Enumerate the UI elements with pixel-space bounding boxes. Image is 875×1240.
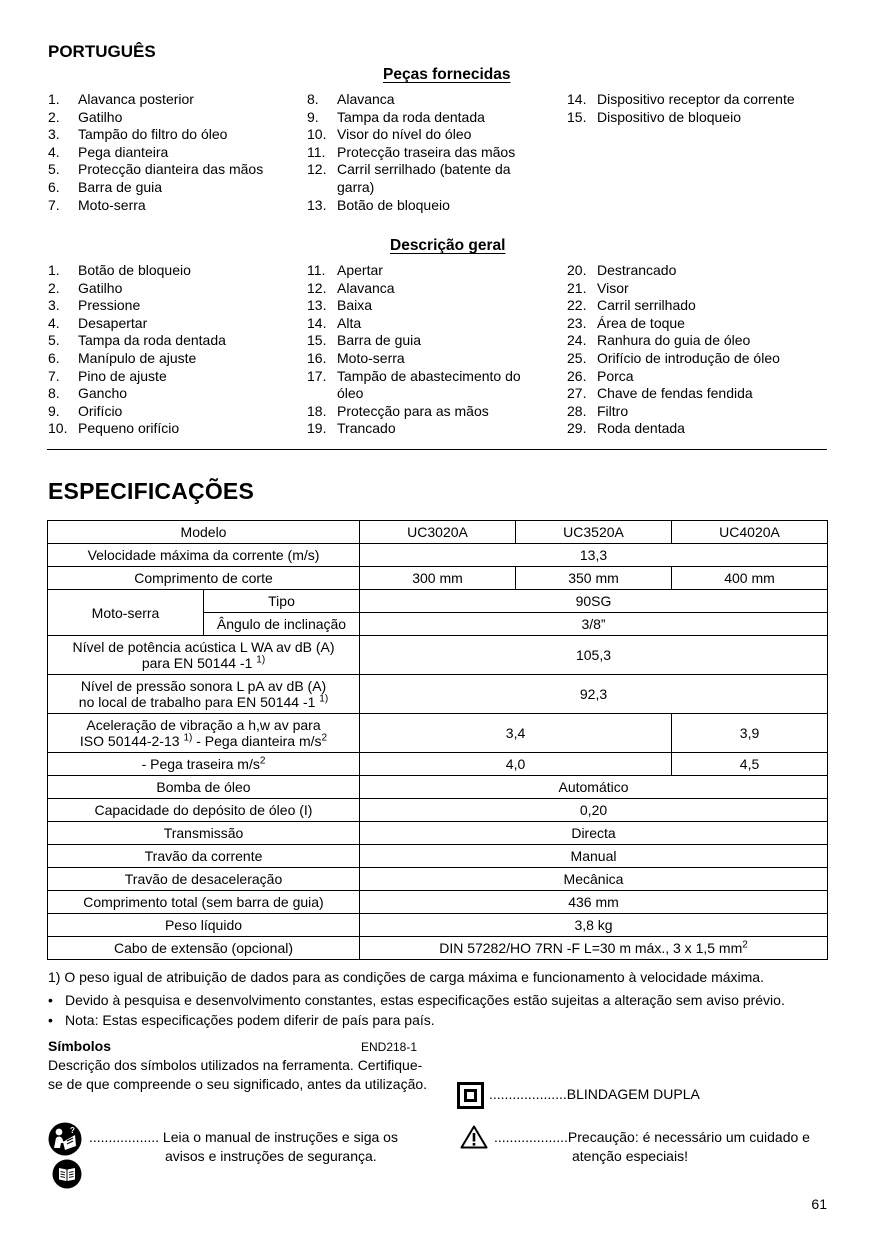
list-item-number: 20. bbox=[567, 262, 587, 278]
bullet-item bbox=[48, 1012, 828, 1030]
list-item-number: 13. bbox=[307, 196, 327, 213]
list-item bbox=[48, 280, 298, 298]
table-row bbox=[48, 914, 828, 937]
decel-brake-label: Travão de desaceleração bbox=[48, 868, 360, 891]
table-row bbox=[48, 822, 828, 845]
list-item bbox=[48, 420, 298, 438]
list-item bbox=[567, 91, 827, 109]
sound-power-line1: Nível de potência acústica L WA av dB (A) bbox=[72, 639, 335, 655]
list-item bbox=[567, 385, 827, 403]
list-item-number: 7. bbox=[48, 196, 60, 213]
pitch-value: 3/8” bbox=[360, 613, 828, 636]
warning-triangle-icon bbox=[460, 1125, 488, 1149]
list-item bbox=[567, 109, 827, 127]
list-item-number: 2. bbox=[48, 279, 60, 296]
list-item-text: Alavanca bbox=[337, 91, 395, 107]
list-item-text: Gancho bbox=[78, 385, 128, 402]
cut-length-cell: 350 mm bbox=[516, 567, 672, 590]
leader-dots: .................... bbox=[489, 1086, 567, 1102]
list-item-text: Visor bbox=[597, 279, 629, 296]
list-item bbox=[48, 332, 298, 350]
list-item-number: 6. bbox=[48, 178, 60, 195]
leader-dots: .................. bbox=[89, 1129, 160, 1145]
list-item-number: 9. bbox=[307, 108, 319, 125]
vibration-front-line2a: ISO 50144-2-13 bbox=[79, 733, 180, 749]
list-item-number: 14. bbox=[307, 314, 327, 331]
list-item bbox=[48, 368, 298, 386]
list-item-text: Orifício bbox=[78, 402, 123, 419]
list-item-number: 25. bbox=[567, 349, 587, 366]
vibration-rear-label bbox=[48, 753, 360, 776]
list-item bbox=[307, 403, 537, 421]
list-item-number: 10. bbox=[307, 126, 327, 143]
double-insulation-text bbox=[489, 1085, 700, 1104]
total-length-value: 436 mm bbox=[360, 891, 828, 914]
list-item-number: 28. bbox=[567, 402, 587, 419]
list-item-number: 27. bbox=[567, 385, 587, 402]
unit-superscript: 2 bbox=[259, 755, 266, 767]
extension-cable-text: DIN 57282/HO 7RN -F L=30 m máx., 3 x 1,5 mm bbox=[439, 940, 743, 956]
net-weight-label: Peso líquido bbox=[48, 914, 360, 937]
list-item-number: 11. bbox=[307, 262, 326, 278]
specifications-table bbox=[47, 520, 828, 960]
bullet-dot: • bbox=[48, 1012, 53, 1028]
language-heading: PORTUGUÊS bbox=[48, 42, 156, 61]
table-row bbox=[48, 799, 828, 822]
sound-power-value: 105,3 bbox=[360, 636, 828, 675]
model-cell: UC3020A bbox=[360, 521, 516, 544]
list-item bbox=[307, 197, 537, 215]
list-item-text: Roda dentada bbox=[597, 420, 685, 437]
table-row bbox=[48, 544, 828, 567]
vibration-front-value-a: 3,4 bbox=[360, 714, 672, 753]
list-item bbox=[307, 297, 537, 315]
double-insulation-label: BLINDAGEM DUPLA bbox=[566, 1086, 700, 1102]
list-item-text: Barra de guia bbox=[337, 332, 422, 349]
double-insulation-icon bbox=[457, 1082, 484, 1109]
oil-tank-label: Capacidade do depósito de óleo (I) bbox=[48, 799, 360, 822]
table-row bbox=[48, 636, 828, 675]
list-item-text: Carril serrilhado (batente da garra) bbox=[337, 161, 511, 195]
list-item-number: 15. bbox=[307, 332, 327, 349]
symbols-description: Descrição dos símbolos utilizados na ferramenta. Certifique-se de que compreende o seu significado, antes da utilização. bbox=[48, 1057, 428, 1092]
table-row bbox=[48, 590, 828, 613]
list-item bbox=[307, 91, 537, 109]
list-item-text: Chave de fendas fendida bbox=[597, 385, 753, 402]
chain-speed-label: Velocidade máxima da corrente (m/s) bbox=[48, 544, 360, 567]
list-item-number: 1. bbox=[48, 262, 60, 278]
section-divider bbox=[47, 449, 827, 450]
read-manual-line2: avisos e instruções de segurança. bbox=[165, 1148, 377, 1164]
chain-speed-value: 13,3 bbox=[360, 544, 828, 567]
table-row bbox=[48, 776, 828, 799]
type-value: 90SG bbox=[360, 590, 828, 613]
transmission-value: Directa bbox=[360, 822, 828, 845]
bullet-dot: • bbox=[48, 992, 53, 1008]
footnote-ref: 1) bbox=[183, 732, 193, 744]
list-item-number: 17. bbox=[307, 367, 327, 384]
list-item bbox=[567, 315, 827, 333]
list-item-text: Botão de bloqueio bbox=[337, 196, 450, 213]
parts-list-col3 bbox=[567, 91, 827, 126]
list-item-number: 3. bbox=[48, 126, 60, 143]
list-item-text: Dispositivo receptor da corrente bbox=[597, 91, 795, 107]
list-item bbox=[567, 403, 827, 421]
list-item-text: Manípulo de ajuste bbox=[78, 349, 197, 366]
model-label: Modelo bbox=[48, 521, 360, 544]
parts-supplied-heading: Peças fornecidas bbox=[383, 66, 511, 83]
unit-superscript: 2 bbox=[742, 939, 748, 951]
sound-pressure-line1: Nível de pressão sonora L pA av dB (A) bbox=[80, 678, 327, 694]
list-item bbox=[307, 144, 537, 162]
list-item-text: Moto-serra bbox=[337, 349, 405, 366]
cut-length-cell: 400 mm bbox=[672, 567, 828, 590]
list-item-text: Tampa da roda dentada bbox=[78, 332, 226, 349]
read-manual-line1: Leia o manual de instruções e siga os bbox=[162, 1129, 398, 1145]
parts-list-col1 bbox=[48, 91, 298, 214]
oil-pump-label: Bomba de óleo bbox=[48, 776, 360, 799]
bullet-text: Nota: Estas especificações podem diferir de país para país. bbox=[65, 1012, 435, 1028]
caution-text bbox=[494, 1128, 810, 1147]
list-item bbox=[48, 385, 298, 403]
list-item-text: Protecção dianteira das mãos bbox=[78, 161, 264, 178]
list-item-number: 7. bbox=[48, 367, 60, 384]
list-item-text: Gatilho bbox=[78, 279, 123, 296]
list-item-text: Visor do nível do óleo bbox=[337, 126, 472, 143]
list-item bbox=[567, 297, 827, 315]
symbols-heading: Símbolos bbox=[48, 1038, 112, 1054]
list-item-number: 15. bbox=[567, 108, 587, 125]
list-item bbox=[567, 420, 827, 438]
sound-power-label bbox=[48, 636, 360, 675]
list-item bbox=[567, 280, 827, 298]
list-item-number: 12. bbox=[307, 161, 327, 178]
list-item bbox=[307, 420, 537, 438]
list-item bbox=[48, 109, 298, 127]
table-row bbox=[48, 714, 828, 753]
caution-line2: atenção especiais! bbox=[572, 1148, 688, 1164]
vibration-front-line1: Aceleração de vibração a h,w av para bbox=[86, 717, 321, 733]
list-item bbox=[48, 262, 298, 280]
list-item-number: 4. bbox=[48, 143, 60, 160]
read-manual-text bbox=[89, 1128, 398, 1147]
chain-brake-value: Manual bbox=[360, 845, 828, 868]
list-item bbox=[307, 161, 537, 196]
list-item-text: Tampão do filtro do óleo bbox=[78, 126, 228, 143]
list-item-number: 21. bbox=[567, 279, 587, 296]
list-item-number: 5. bbox=[48, 161, 60, 178]
list-item-text: Gatilho bbox=[78, 108, 123, 125]
list-item-text: Pega dianteira bbox=[78, 143, 169, 160]
table-row bbox=[48, 845, 828, 868]
oil-pump-value: Automático bbox=[360, 776, 828, 799]
list-item-number: 8. bbox=[48, 385, 60, 402]
list-item bbox=[307, 109, 537, 127]
list-item-number: 29. bbox=[567, 420, 587, 437]
vibration-front-label bbox=[48, 714, 360, 753]
read-manual-icon bbox=[48, 1122, 82, 1156]
list-item-text: Alta bbox=[337, 314, 362, 331]
book-icon bbox=[52, 1159, 82, 1189]
list-item bbox=[307, 262, 537, 280]
list-item bbox=[567, 368, 827, 386]
transmission-label: Transmissão bbox=[48, 822, 360, 845]
footnote: 1) O peso igual de atribuição de dados para as condições de carga máxima e funcionamento à velocidade máxima. bbox=[48, 969, 764, 985]
list-item bbox=[48, 297, 298, 315]
list-item bbox=[48, 315, 298, 333]
list-item-text: Pino de ajuste bbox=[78, 367, 167, 384]
sound-power-line2: para EN 50144 -1 bbox=[141, 655, 253, 671]
list-item-text: Dispositivo de bloqueio bbox=[597, 108, 741, 125]
list-item-text: Carril serrilhado bbox=[597, 297, 696, 314]
model-cell: UC3520A bbox=[516, 521, 672, 544]
vibration-rear-value-b: 4,5 bbox=[672, 753, 828, 776]
table-row bbox=[48, 937, 828, 960]
model-cell: UC4020A bbox=[672, 521, 828, 544]
list-item-number: 22. bbox=[567, 297, 587, 314]
list-item-text: Destrancado bbox=[597, 262, 677, 278]
extension-cable-value bbox=[360, 937, 828, 960]
list-item-text: Ranhura do guia de óleo bbox=[597, 332, 751, 349]
list-item-number: 5. bbox=[48, 332, 60, 349]
list-item-text: Apertar bbox=[337, 262, 383, 278]
list-item bbox=[307, 280, 537, 298]
vibration-front-line2b: - Pega dianteira m/s bbox=[196, 733, 322, 749]
list-item bbox=[307, 332, 537, 350]
sound-pressure-line2: no local de trabalho para EN 50144 -1 bbox=[78, 694, 316, 710]
specifications-heading: ESPECIFICAÇÕES bbox=[48, 478, 255, 504]
list-item bbox=[567, 350, 827, 368]
list-item-number: 4. bbox=[48, 314, 60, 331]
description-list-col2 bbox=[307, 262, 537, 438]
list-item-number: 16. bbox=[307, 349, 327, 366]
list-item bbox=[567, 262, 827, 280]
document-code: END218-1 bbox=[361, 1040, 418, 1054]
list-item-text: Alavanca bbox=[337, 279, 395, 296]
list-item bbox=[307, 368, 537, 403]
list-item-number: 1. bbox=[48, 91, 60, 107]
list-item-number: 14. bbox=[567, 91, 587, 107]
caution-line1: Precaução: é necessário um cuidado e bbox=[567, 1129, 810, 1145]
total-length-label: Comprimento total (sem barra de guia) bbox=[48, 891, 360, 914]
vibration-front-value-b: 3,9 bbox=[672, 714, 828, 753]
list-item bbox=[307, 350, 537, 368]
saw-chain-label: Moto-serra bbox=[48, 590, 204, 636]
list-item bbox=[48, 91, 298, 109]
list-item-text: Protecção para as mãos bbox=[337, 402, 489, 419]
decel-brake-value: Mecânica bbox=[360, 868, 828, 891]
list-item bbox=[48, 126, 298, 144]
unit-superscript: 2 bbox=[321, 732, 328, 744]
list-item-number: 6. bbox=[48, 349, 60, 366]
list-item-number: 10. bbox=[48, 420, 68, 437]
list-item-text: Barra de guia bbox=[78, 178, 163, 195]
net-weight-value: 3,8 kg bbox=[360, 914, 828, 937]
list-item-number: 11. bbox=[307, 143, 326, 160]
list-item-number: 8. bbox=[307, 91, 319, 107]
table-row bbox=[48, 891, 828, 914]
leader-dots: ................... bbox=[494, 1129, 568, 1145]
list-item-number: 12. bbox=[307, 279, 327, 296]
list-item-text: Desapertar bbox=[78, 314, 148, 331]
list-item-text: Tampa da roda dentada bbox=[337, 108, 485, 125]
list-item bbox=[48, 403, 298, 421]
list-item-text: Baixa bbox=[337, 297, 373, 314]
list-item-text: Tampão de abastecimento do óleo bbox=[337, 367, 521, 402]
list-item-number: 3. bbox=[48, 297, 60, 314]
list-item-number: 24. bbox=[567, 332, 587, 349]
list-item-number: 26. bbox=[567, 367, 587, 384]
parts-list-col2 bbox=[307, 91, 537, 214]
footnote-ref: 1) bbox=[256, 654, 266, 666]
footnote-ref: 1) bbox=[319, 693, 329, 705]
general-description-heading: Descrição geral bbox=[390, 237, 506, 254]
table-row bbox=[48, 567, 828, 590]
list-item bbox=[48, 161, 298, 179]
description-list-col3 bbox=[567, 262, 827, 438]
list-item bbox=[567, 332, 827, 350]
bullet-text: Devido à pesquisa e desenvolvimento constantes, estas especificações estão sujeitas a alteração sem aviso prévio. bbox=[65, 992, 785, 1008]
table-row bbox=[48, 521, 828, 544]
list-item-text: Filtro bbox=[597, 402, 629, 419]
list-item-text: Botão de bloqueio bbox=[78, 262, 191, 278]
pitch-label: Ângulo de inclinação bbox=[204, 613, 360, 636]
list-item-number: 18. bbox=[307, 402, 327, 419]
sound-pressure-label bbox=[48, 675, 360, 714]
list-item bbox=[48, 179, 298, 197]
list-item bbox=[307, 126, 537, 144]
table-row bbox=[48, 753, 828, 776]
cut-length-label: Comprimento de corte bbox=[48, 567, 360, 590]
list-item bbox=[48, 144, 298, 162]
extension-cable-label: Cabo de extensão (opcional) bbox=[48, 937, 360, 960]
page-number: 61 bbox=[811, 1196, 827, 1212]
list-item-number: 9. bbox=[48, 402, 60, 419]
list-item-text: Orifício de introdução de óleo bbox=[597, 349, 780, 366]
list-item bbox=[307, 315, 537, 333]
list-item-text: Trancado bbox=[337, 420, 396, 437]
oil-tank-value: 0,20 bbox=[360, 799, 828, 822]
vibration-rear-value-a: 4,0 bbox=[360, 753, 672, 776]
description-list-col1 bbox=[48, 262, 298, 438]
list-item-text: Alavanca posterior bbox=[78, 91, 194, 107]
list-item-number: 2. bbox=[48, 108, 60, 125]
list-item-text: Área de toque bbox=[597, 314, 685, 331]
sound-pressure-value: 92,3 bbox=[360, 675, 828, 714]
list-item-text: Pequeno orifício bbox=[78, 420, 180, 437]
cut-length-cell: 300 mm bbox=[360, 567, 516, 590]
type-label: Tipo bbox=[204, 590, 360, 613]
bullet-item bbox=[48, 992, 828, 1010]
table-row bbox=[48, 868, 828, 891]
list-item bbox=[48, 350, 298, 368]
vibration-rear-text: - Pega traseira m/s bbox=[141, 756, 260, 772]
list-item-text: Protecção traseira das mãos bbox=[337, 143, 516, 160]
list-item-text: Pressione bbox=[78, 297, 141, 314]
list-item-number: 23. bbox=[567, 314, 587, 331]
list-item-number: 13. bbox=[307, 297, 327, 314]
table-row bbox=[48, 675, 828, 714]
list-item-text: Moto-serra bbox=[78, 196, 146, 213]
list-item-text: Porca bbox=[597, 367, 634, 384]
list-item-number: 19. bbox=[307, 420, 327, 437]
list-item bbox=[48, 197, 298, 215]
svg-text:?: ? bbox=[70, 1126, 75, 1135]
chain-brake-label: Travão da corrente bbox=[48, 845, 360, 868]
